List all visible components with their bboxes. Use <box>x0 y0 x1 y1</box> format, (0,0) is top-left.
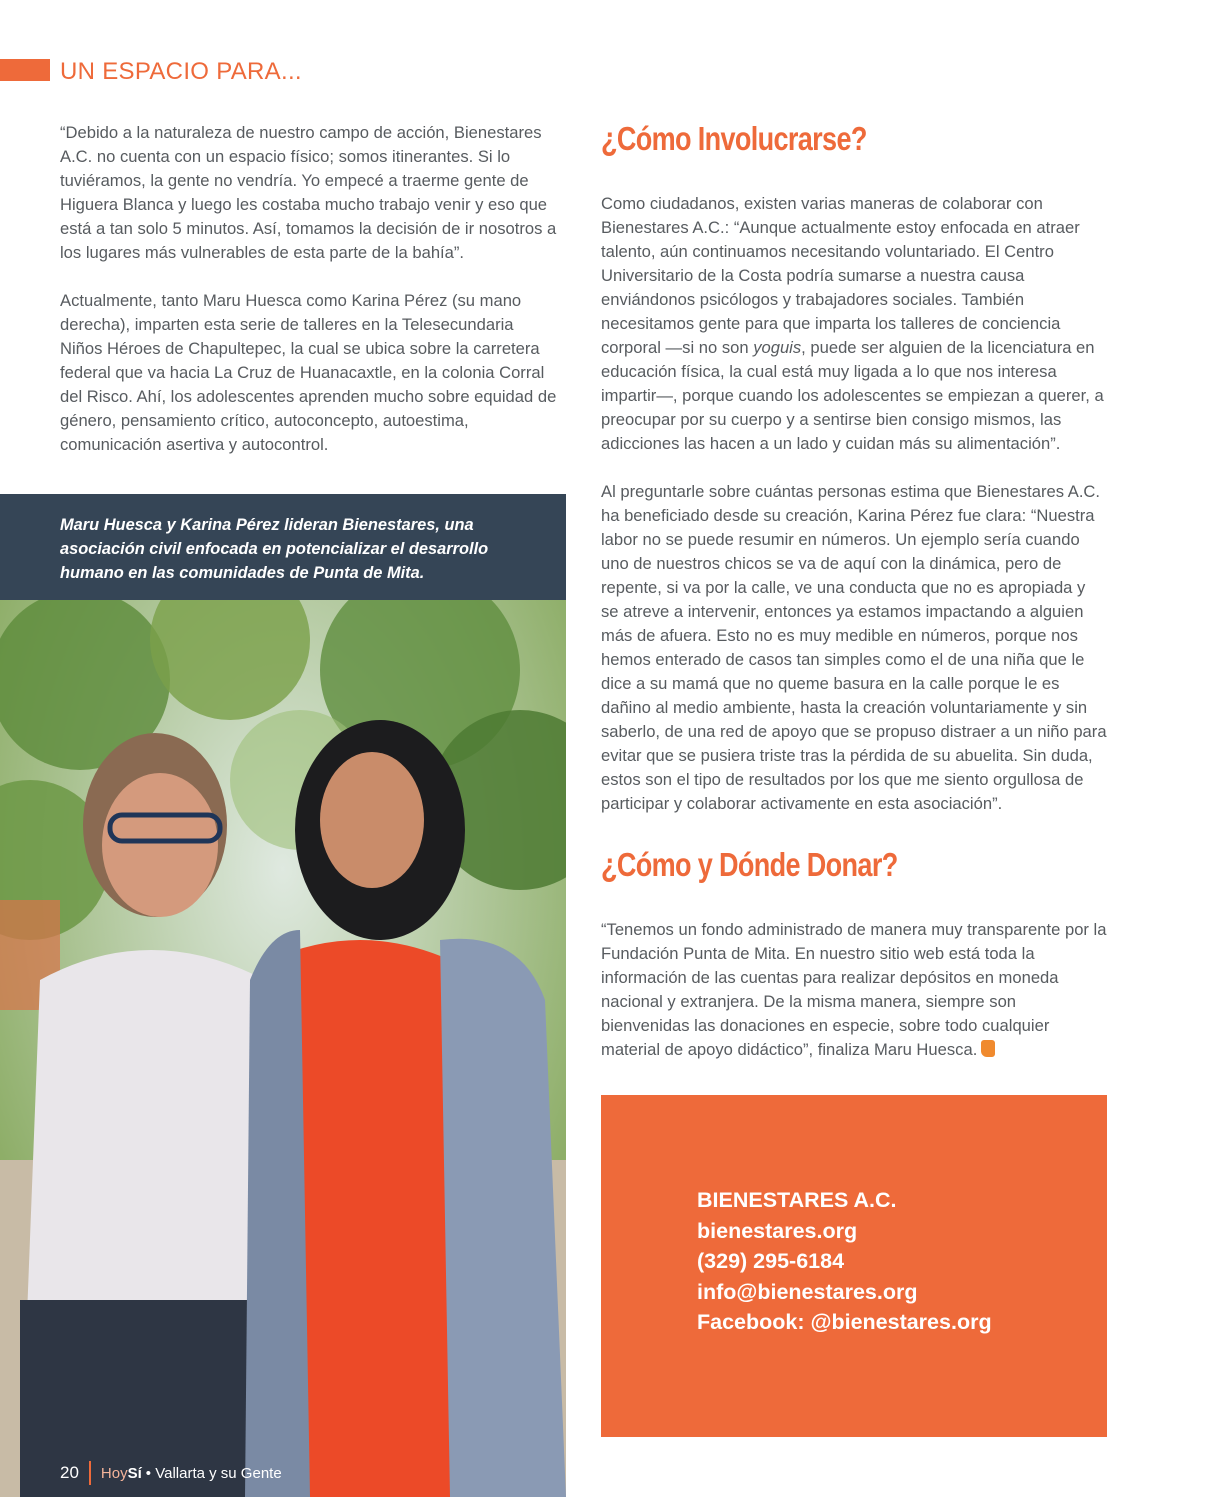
right-paragraph-3-text: “Tenemos un fondo administrado de manera muy transparente por la Fundación Punta de Mita. En nuestro sitio web está toda la información de las cuentas para realizar depósitos en moneda nacional y extranjera. De la misma manera, siempre son bienvenidas las donaciones en especie, sobre todo cualquier material de apoyo didáctico”, finaliza Maru Huesca. <box>601 920 1107 1059</box>
right-paragraph-3 <box>601 918 1107 1062</box>
footer-tagline: • Vallarta y su Gente <box>145 1464 282 1482</box>
page-footer <box>60 1460 282 1486</box>
page-number: 20 <box>60 1463 79 1482</box>
footer-divider <box>89 1461 91 1485</box>
section-bar <box>0 59 50 81</box>
heading-como-involucrarse: ¿Cómo Involucrarse? <box>601 120 867 157</box>
italic-yoguis: yoguis <box>753 338 802 357</box>
contact-facebook[interactable]: Facebook: @bienestares.org <box>697 1310 992 1334</box>
right-column <box>601 118 1107 1086</box>
heading-como-donar: ¿Cómo y Dónde Donar? <box>601 846 898 883</box>
right-paragraph-2: Al preguntarle sobre cuántas personas estima que Bienestares A.C. ha beneficiado desde su creación, Karina Pérez fue clara: “Nuestra labor no se puede resumir en números. Un ejemplo sería cuando uno de nuestros chicos se va de aquí con la dinámica, pero de repente, si va por la calle, ve una conducta que no es apropiada y se atreve a intervenir, entonces ya estamos impactando a alguien más de afuera. Esto no es muy medible en números, porque nos hemos enterado de casos tan simples como el de una niña que le dice a su mamá que no queme basura en la calle porque le es dañino al medio ambiente, hasta la creación voluntariamente y sin saberlo, de una red de apoyo que se propuso distraer a un niño para evitar que se pusiera triste tras la pérdida de su abuelita. Sin duda, estos son el tipo de resultados por los que me siento orgullosa de participar y colaborar activamente en esta asociación”. <box>601 482 1107 813</box>
right-paragraph-1b: , puede ser alguien de la licenciatura en educación física, la cual está muy ligada a lo que nos interesa impartir—, porque cuando los adolescentes se empiezan a querer, a preocupar por su cuerpo y a sentirse bien consigo mismos, las adicciones las hacen a un lado y cuidan más su alimentación”. <box>601 338 1104 453</box>
brand-si: Sí <box>127 1464 142 1482</box>
contact-lines <box>697 1185 992 1338</box>
photo-caption-box <box>0 494 566 600</box>
contact-web-link[interactable]: bienestares.org <box>697 1218 858 1243</box>
contact-email-link[interactable]: info@bienestares.org <box>697 1279 918 1304</box>
contact-org: BIENESTARES A.C. <box>697 1188 897 1212</box>
portrait-photo <box>0 600 566 1497</box>
right-paragraph-1 <box>601 192 1107 456</box>
left-column <box>60 121 560 481</box>
contact-phone[interactable]: (329) 295-6184 <box>697 1249 845 1273</box>
photo-caption: Maru Huesca y Karina Pérez lideran Bienestares, una asociación civil enfocada en potencializar el desarrollo humano en las comunidades de Punta de Mita. <box>60 516 489 582</box>
contact-box <box>601 1095 1107 1437</box>
left-paragraph-1: “Debido a la naturaleza de nuestro campo de acción, Bienestares A.C. no cuenta con un espacio físico; somos itinerantes. Si lo tuviéramos, la gente no vendría. Yo empecé a traerme gente de Higuera Blanca y luego les costaba mucho trabajo venir y eso que está a tan solo 5 minutos. Así, tomamos la decisión de ir nosotros a los lugares más vulnerables de esta parte de la bahía”. <box>60 123 557 262</box>
portrait-illustration <box>0 600 566 1497</box>
right-paragraph-1a: Como ciudadanos, existen varias maneras de colaborar con Bienestares A.C.: “Aunque actualmente estoy enfocada en atraer talento, aún continuamos necesitando voluntariado. El Centro Universitario de la Costa podría sumarse a nuestra causa enviándonos psicólogos y trabajadores sociales. También necesitamos gente para que imparta los talleres de conciencia corporal —si no son <box>601 194 1080 357</box>
end-mark-icon <box>981 1040 995 1057</box>
section-title: UN ESPACIO PARA... <box>60 58 302 85</box>
left-paragraph-2: Actualmente, tanto Maru Huesca como Karina Pérez (su mano derecha), imparten esta serie de talleres en la Telesecundaria Niños Héroes de Chapultepec, la cual se ubica sobre la carretera federal que va hacia La Cruz de Huanacaxtle, en la colonia Corral del Risco. Ahí, los adolescentes aprenden mucho sobre equidad de género, pensamiento crítico, autoconcepto, autoestima, comunicación asertiva y autocontrol. <box>60 291 557 454</box>
brand-hoy: Hoy <box>100 1464 128 1482</box>
